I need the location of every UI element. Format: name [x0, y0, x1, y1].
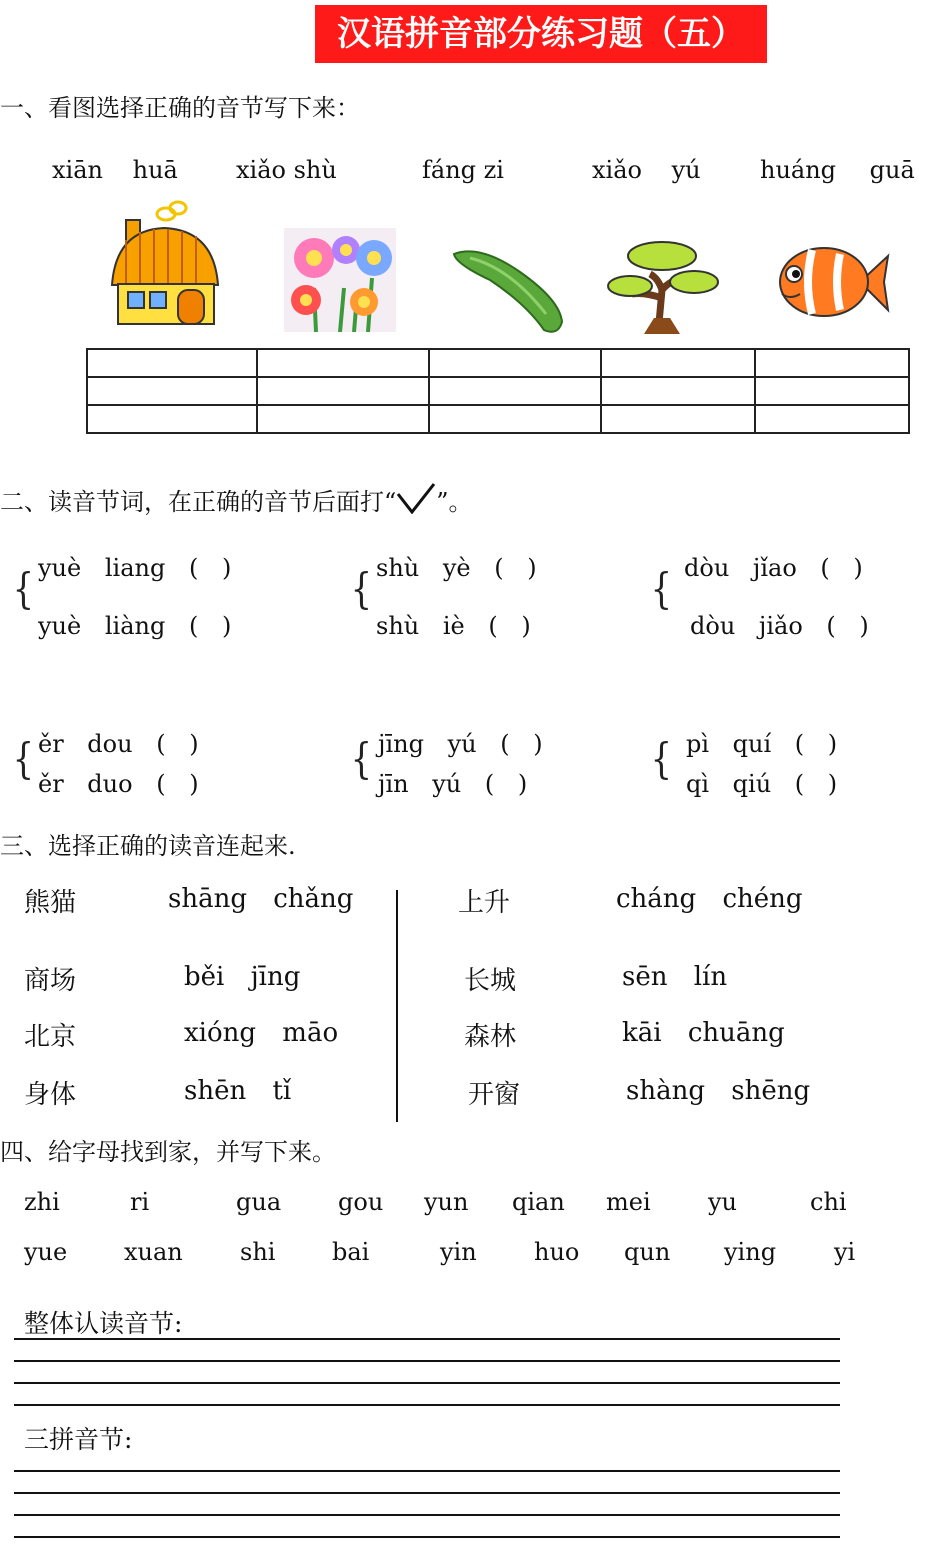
choice-4a: ěr dou ( ) — [38, 730, 199, 758]
pinyin-word-4: xiǎo yú — [592, 156, 701, 184]
pinyin-word-5: huáng guā — [760, 156, 915, 184]
answer-cell[interactable] — [257, 405, 429, 433]
answer-cell[interactable] — [87, 349, 257, 377]
brace-icon: { — [350, 734, 373, 783]
syllable: bai — [332, 1238, 370, 1266]
choice-2b: shù iè ( ) — [376, 612, 531, 640]
choice-1b: yuè liàng ( ) — [38, 612, 232, 640]
flowers-picture — [284, 228, 396, 332]
section2-heading-end: ”。 — [436, 488, 473, 516]
syllable: yun — [424, 1188, 469, 1216]
syllable: gua — [236, 1188, 282, 1216]
syllable: ying — [724, 1238, 777, 1266]
answer-grid — [86, 348, 910, 434]
right-word-1: 上升 — [458, 888, 511, 918]
section4-heading: 四、给字母找到家，并写下来。 — [0, 1138, 336, 1166]
right-word-2: 长城 — [464, 966, 517, 996]
section1-heading: 一、看图选择正确的音节写下来： — [0, 94, 360, 122]
left-word-3: 北京 — [24, 1022, 77, 1052]
pinyin-word-1: xiān huā — [52, 156, 178, 184]
syllable: qun — [624, 1238, 671, 1266]
cucumber-picture — [450, 244, 568, 336]
writing-line[interactable] — [14, 1382, 840, 1384]
choice-5b: jīn yú ( ) — [378, 770, 528, 798]
left-word-4: 身体 — [24, 1080, 77, 1110]
answer-cell[interactable] — [755, 349, 909, 377]
answer-cell[interactable] — [429, 377, 601, 405]
check-mark-icon — [396, 488, 436, 516]
syllable: yue — [24, 1238, 68, 1266]
choice-4b: ěr duo ( ) — [38, 770, 199, 798]
answer-cell[interactable] — [257, 377, 429, 405]
answer-cell[interactable] — [601, 349, 755, 377]
answer-cell[interactable] — [87, 377, 257, 405]
answer-cell[interactable] — [429, 349, 601, 377]
fish-picture — [774, 232, 894, 332]
writing-line[interactable] — [14, 1404, 840, 1406]
answer-cell[interactable] — [755, 377, 909, 405]
syllable: yin — [440, 1238, 477, 1266]
right-pinyin-3: kāi chuāng — [622, 1018, 785, 1048]
brace-icon: { — [12, 734, 35, 783]
label-three-part-syllables: 三拼音节: — [24, 1425, 133, 1454]
answer-cell[interactable] — [257, 349, 429, 377]
divider — [396, 890, 398, 1122]
choice-3b: dòu jiǎo ( ) — [690, 612, 869, 640]
writing-line[interactable] — [14, 1492, 840, 1494]
choice-1a: yuè liang ( ) — [38, 554, 232, 582]
house-picture — [106, 200, 224, 330]
left-pinyin-4: shēn tǐ — [184, 1076, 292, 1106]
syllable: huo — [534, 1238, 580, 1266]
writing-line[interactable] — [14, 1514, 840, 1516]
brace-icon: { — [650, 564, 673, 613]
syllable: shi — [240, 1238, 276, 1266]
syllable: zhi — [24, 1188, 60, 1216]
left-pinyin-2: běi jīng — [184, 962, 301, 992]
right-pinyin-2: sēn lín — [622, 962, 728, 992]
brace-icon: { — [12, 564, 35, 613]
answer-cell[interactable] — [601, 405, 755, 433]
syllable: gou — [338, 1188, 384, 1216]
answer-cell[interactable] — [601, 377, 755, 405]
section2-heading-text: 二、读音节词，在正确的音节后面打“ — [0, 488, 397, 516]
left-pinyin-3: xióng māo — [184, 1018, 339, 1048]
right-word-4: 开窗 — [468, 1080, 521, 1110]
label-whole-syllables: 整体认读音节: — [24, 1309, 183, 1338]
choice-6b: qì qiú ( ) — [686, 770, 838, 798]
writing-line[interactable] — [14, 1470, 840, 1472]
brace-icon: { — [650, 734, 673, 783]
writing-line[interactable] — [14, 1536, 840, 1538]
pinyin-word-2: xiǎo shù — [236, 156, 337, 184]
syllable: yi — [834, 1238, 856, 1266]
section3-heading: 三、选择正确的读音连起来. — [0, 832, 296, 860]
right-pinyin-4: shàng shēng — [626, 1076, 811, 1106]
tree-picture — [604, 238, 722, 334]
brace-icon: { — [350, 564, 373, 613]
right-word-3: 森林 — [464, 1022, 517, 1052]
choice-6a: pì quí ( ) — [686, 730, 838, 758]
syllable: yu — [708, 1188, 738, 1216]
writing-line[interactable] — [14, 1360, 840, 1362]
left-pinyin-1: shāng chǎng — [168, 884, 354, 914]
syllable: xuan — [124, 1238, 183, 1266]
left-word-2: 商场 — [24, 966, 77, 996]
syllable: qian — [512, 1188, 565, 1216]
page-title: 汉语拼音部分练习题（五） — [315, 5, 767, 63]
syllable: ri — [130, 1188, 150, 1216]
syllable: mei — [606, 1188, 651, 1216]
answer-cell[interactable] — [755, 405, 909, 433]
choice-5a: jīng yú ( ) — [378, 730, 543, 758]
left-word-1: 熊猫 — [24, 888, 77, 918]
answer-cell[interactable] — [87, 405, 257, 433]
writing-line[interactable] — [14, 1338, 840, 1340]
choice-3a: dòu jǐao ( ) — [684, 554, 863, 582]
right-pinyin-1: cháng chéng — [616, 884, 803, 914]
choice-2a: shù yè ( ) — [376, 554, 537, 582]
answer-cell[interactable] — [429, 405, 601, 433]
section2-heading — [0, 482, 473, 517]
pinyin-word-3: fáng zi — [422, 156, 504, 184]
syllable: chi — [810, 1188, 847, 1216]
